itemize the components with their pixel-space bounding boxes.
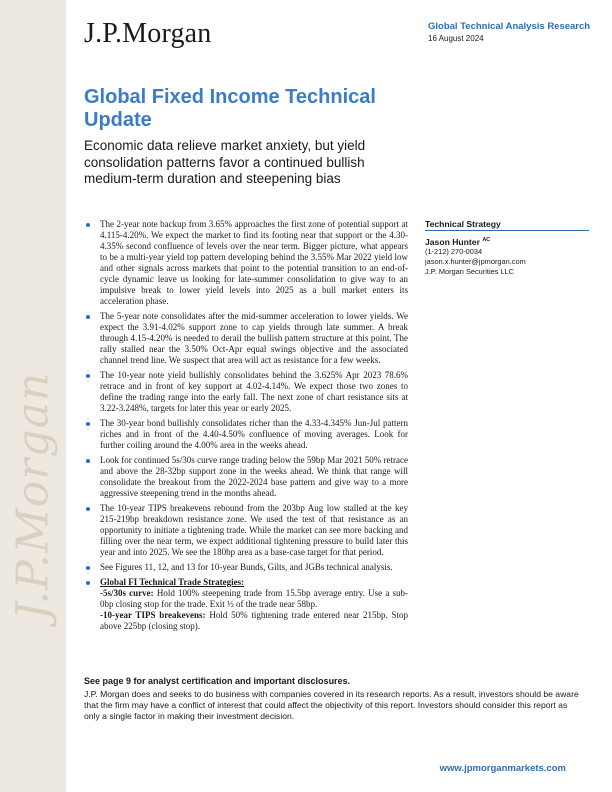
- disclosure-heading: See page 9 for analyst certification and important disclosures.: [84, 676, 351, 686]
- trade-strategies: [86, 577, 408, 632]
- strategy-item: -10-year TIPS breakevens: Hold 50% tightening trade entered near 215bp. Stop above 225bp (closing stop).: [100, 610, 408, 631]
- bullet-5s30s: Look for continued 5s/30s curve range trading below the 59bp Mar 2021 50% retrace and above the 28-32bp support zone in the weeks ahead. We think that range will consolidate the breakout from the 2022-2024 base pattern and give way to a more aggressive steepening trend in the months ahead.: [86, 455, 408, 499]
- author-phone: (1-212) 270-0034: [425, 246, 483, 256]
- analyst-cert-mark: AC: [482, 237, 491, 243]
- sidebar-watermark: J.P.Morgan: [7, 371, 59, 620]
- bullet-dot-icon: [86, 315, 90, 319]
- key-points-list: [86, 219, 408, 636]
- bullet-dot-icon: [86, 507, 90, 511]
- bullet-dot-icon: [86, 374, 90, 378]
- bullet-tips: The 10-year TIPS breakevens rebound from the 203bp Aug low stalled at the key 215-219bp breakdown resistance zone. We used the test of that resistance as an opportunity to initiate a tightening trade. While the market can see more backing and filling over the near term, we expect additional tightening pressure to build later this year and into 2025. We see the 180bp area as a base-case target for that period.: [86, 503, 408, 558]
- bullet-2yr: The 2-year note backup from 3.65% approaches the first zone of potential support at 4.115-4.20%. We expect the market to find its footing near that support or the 4.30-4.35% second confluence of levels over the near term. Bigger picture, what appears to be a multi-year yield top pattern developing behind the 3.55% Mar 2022 yield low and other signals across markets that point to the potential transition to an end-of-cycle dynamic leave us looking for late-summer consolidation to give way to an impulsive break to lower yield levels into 2025 as a bull market enters its acceleration phase.: [86, 219, 408, 307]
- author-name: Jason Hunter $^{AC}$: [425, 236, 491, 247]
- report-title: Global Fixed Income Technical Update: [84, 86, 376, 131]
- jpmorgan-logo: J.P.Morgan: [84, 18, 212, 49]
- author-section-label: Technical Strategy: [425, 219, 589, 231]
- sidebar-band: [0, 0, 66, 792]
- strategies-heading: Global FI Technical Trade Strategies:: [100, 577, 245, 587]
- research-series: Global Technical Analysis Research: [428, 21, 591, 32]
- bullet-5yr: The 5-year note consolidates after the mid-summer acceleration to lower yields. We expect the 3.91-4.02% support zone to cap yields through late summer. A break through 4.15-4.20% is needed to derail the bullish pattern structure at this point. The rally stalled near the 3.50% Oct-Apr equal swings objective and the associated channel trend line. We suspect that area will act as resistance for a few weeks.: [86, 311, 408, 366]
- bullet-30yr: The 30-year bond bullishly consolidates richer than the 4.33-4.345% Jun-Jul pattern riches and in front of the 4.40-4.50% confluence of moving averages. Look for further coiling around the 4.00% area in the weeks ahead.: [86, 418, 408, 451]
- report-subtitle: Economic data relieve market anxiety, but yield consolidation patterns favor a continued bullish medium-term duration and steepening bias: [84, 138, 366, 186]
- author-firm: J.P. Morgan Securities LLC: [425, 266, 515, 276]
- footer-link[interactable]: www.jpmorganmarkets.com: [439, 763, 566, 774]
- bullet-10yr: The 10-year note yield bullishly consolidates behind the 3.625% Apr 2023 78.6% retrace and in front of key support at 4.02-4.14%. We expect those two zones to define the trading range into the early fall. The next zone of chart resistance sits at 3.22-3.248%, targets for later this year or early 2025.: [86, 370, 408, 414]
- author-email[interactable]: jason.x.hunter@jpmorgan.com: [425, 256, 526, 266]
- bullet-figures: See Figures 11, 12, and 13 for 10-year Bunds, Gilts, and JGBs technical analysis.: [86, 562, 408, 573]
- bullet-dot-icon: [86, 422, 90, 426]
- bullet-dot-icon: [86, 459, 90, 463]
- strategy-item: -5s/30s curve: Hold 100% steepening trade from 15.5bp average entry. Use a sub-0bp closing stop for the trade. Exit ½ of the trade near 58bp.: [100, 588, 408, 609]
- bullet-dot-icon: [86, 566, 90, 570]
- author-box: [425, 219, 589, 277]
- bullet-dot-icon: [86, 581, 90, 585]
- bullet-dot-icon: [86, 223, 90, 227]
- disclosure-text: J.P. Morgan does and seeks to do business with companies covered in its research reports. As a result, investors should be aware that the firm may have a conflict of interest that could affect the objectivity of this report. Investors should consider this report as only a single factor in making their investment decision.: [84, 689, 579, 721]
- report-date: 16 August 2024: [428, 34, 484, 43]
